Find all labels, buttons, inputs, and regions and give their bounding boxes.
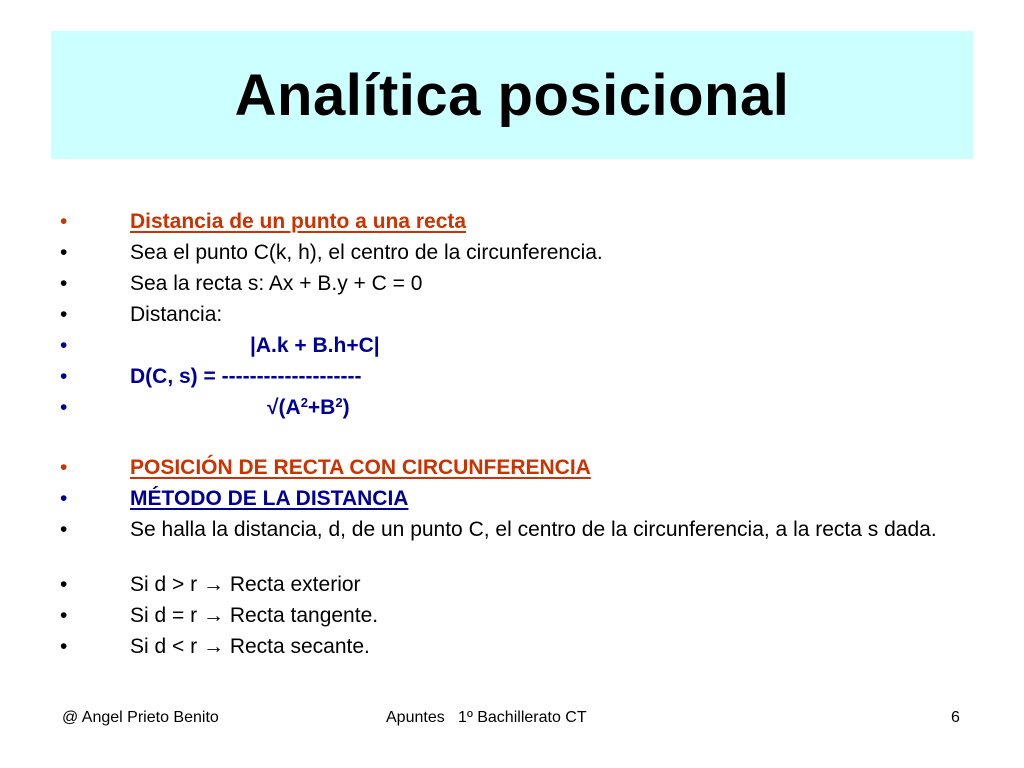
- condition-text: Si d = r: [130, 604, 198, 627]
- bullet-dot: •: [60, 456, 68, 479]
- bullet-dot: •: [60, 573, 68, 596]
- condition-text: Si d < r: [130, 635, 198, 658]
- list-item-text: Sea la recta s: Ax + B.y + C = 0: [130, 272, 423, 295]
- formula-denominator: [267, 396, 972, 420]
- result-text: Recta secante.: [229, 635, 370, 658]
- bullet-dot: •: [60, 635, 68, 658]
- footer-course: Apuntes 1º Bachillerato CT: [386, 709, 587, 726]
- condition-text: Si d > r: [130, 573, 198, 596]
- bullet-dot: •: [60, 518, 68, 541]
- bullet-dot: •: [60, 365, 68, 388]
- formula-fraction-line: D(C, s) = --------------------: [130, 365, 362, 388]
- footer-author: @ Angel Prieto Benito: [62, 709, 219, 726]
- bullet-dot: •: [60, 487, 68, 510]
- bullet-dot: •: [60, 396, 68, 419]
- denominator-prefix: √(A: [267, 396, 301, 419]
- bullet-dot: •: [60, 210, 68, 233]
- denominator-suffix: ): [342, 396, 350, 419]
- denominator-mid: +B: [307, 396, 336, 419]
- page-number: 6: [951, 709, 960, 726]
- bullet-dot: •: [60, 604, 68, 627]
- list-item-text: [130, 573, 972, 597]
- list-item-text: Distancia:: [130, 303, 223, 326]
- bullet-dot: •: [60, 303, 68, 326]
- formula-numerator: |A.k + B.h+C|: [250, 334, 380, 357]
- right-arrow-icon: →: [202, 604, 224, 627]
- bullet-dot: •: [60, 241, 68, 264]
- section-heading-method: MÉTODO DE LA DISTANCIA: [130, 487, 409, 510]
- list-item-text: Sea el punto C(k, h), el centro de la circunferencia.: [130, 241, 603, 264]
- slide-title: Analítica posicional: [234, 62, 790, 128]
- list-item-text: Se halla la distancia, d, de un punto C, el centro de la circunferencia, a la recta s dada.: [130, 518, 937, 541]
- denominator-exponent-a: 2: [300, 395, 308, 410]
- denominator-exponent-b: 2: [335, 395, 343, 410]
- section-heading-distance: Distancia de un punto a una recta: [130, 210, 467, 233]
- list-item-text: [130, 635, 972, 659]
- bullet-dot: •: [60, 334, 68, 357]
- right-arrow-icon: →: [202, 635, 224, 658]
- result-text: Recta exterior: [229, 573, 361, 596]
- list-item-text: [130, 604, 972, 628]
- bullet-dot: •: [60, 272, 68, 295]
- right-arrow-icon: →: [202, 573, 224, 596]
- section-heading-position: POSICIÓN DE RECTA CON CIRCUNFERENCIA: [130, 456, 591, 479]
- result-text: Recta tangente.: [229, 604, 379, 627]
